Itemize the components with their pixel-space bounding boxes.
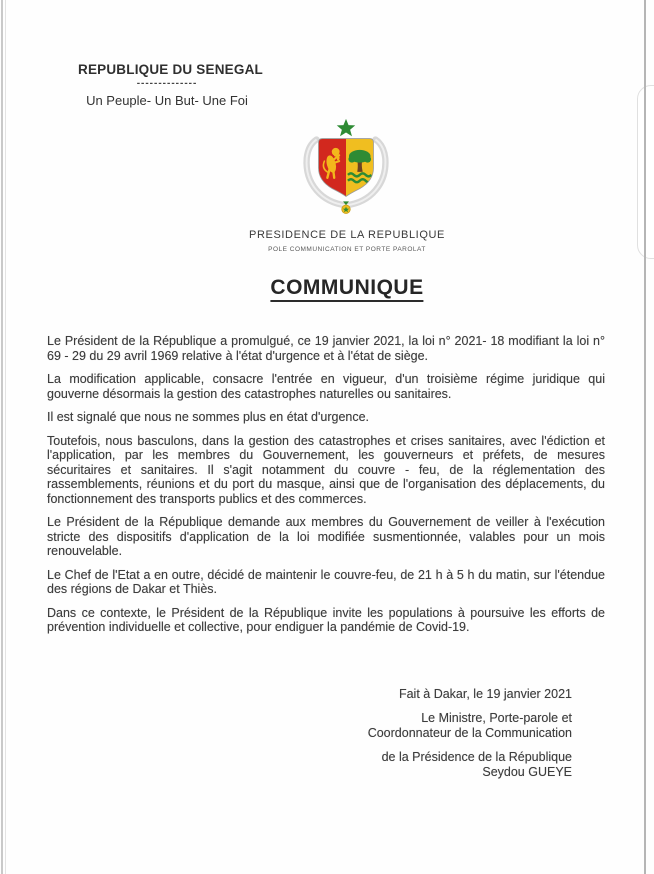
document-body	[47, 334, 605, 644]
page-right-edge	[644, 0, 646, 874]
paragraph: Il est signalé que nous ne sommes plus en état d'urgence.	[47, 410, 370, 424]
document-title-wrap	[270, 276, 423, 300]
letterhead	[78, 62, 263, 108]
signatory-name: Seydou GUEYE	[482, 765, 572, 779]
signatory-org: de la Présidence de la République	[381, 750, 572, 764]
document-title: COMMUNIQUE	[270, 276, 423, 302]
paragraph: La modification applicable, consacre l'entrée en vigueur, d'un troisième régime juridique qui gouverne désormais la gestion des catastrophes naturelles ou sanitaires.	[47, 372, 605, 401]
place-and-date: Fait à Dakar, le 19 janvier 2021	[398, 687, 572, 701]
national-motto: Un Peuple- Un But- Une Foi	[86, 93, 248, 108]
senegal-coat-of-arms-icon	[292, 118, 400, 218]
signature-block	[47, 687, 572, 789]
institution-name: PRESIDENCE DE LA REPUBLIQUE	[249, 229, 445, 241]
paragraph: Toutefois, nous basculons, dans la gestion des catastrophes et crises sanitaires, avec l'édiction et l'application, par les membres du Gouvernement, les gouverneurs et préfets, de mesures sécuritaires et sanitaires. Il s'agit notamment du couvre - feu, de la réglementation des rassemblements, réunions et du port du masque, ainsi que de l'organisation des déplacements, du fonctionnement des transports publics et des commerces.	[47, 433, 605, 506]
letterhead-separator: --------------	[136, 78, 198, 89]
signatory-role-line2: Coordonnateur de la Communication	[367, 726, 572, 740]
paragraph: Le Président de la République a promulgué, ce 19 janvier 2021, la loi n° 2021- 18 modifiant la loi n° 69 - 29 du 29 avril 1969 relative à l'état d'urgence et à l'état de siège.	[47, 334, 605, 363]
page-left-edge-inner	[5, 0, 6, 874]
page-left-edge	[1, 0, 3, 874]
paragraph: Le Président de la République demande aux membres du Gouvernement de veiller à l'exécution stricte des dispositifs d'application de la loi modifiée susmentionnée, valables pour un mois renouvelable.	[47, 515, 605, 558]
country-name: REPUBLIQUE DU SENEGAL	[78, 62, 263, 77]
paragraph: Dans ce contexte, le Président de la République invite les populations à poursuive les efforts de prévention individuelle et collective, pour endiguer la pandémie de Covid-19.	[47, 605, 605, 634]
institution-service: POLE COMMUNICATION ET PORTE PAROLAT	[268, 246, 426, 253]
signatory-role-line1: Le Ministre, Porte-parole et	[421, 711, 572, 725]
paragraph: Le Chef de l'Etat a en outre, décidé de maintenir le couvre-feu, de 21 h à 5 h du matin, sur l'étendue des régions de Dakar et Thiès.	[47, 567, 605, 596]
